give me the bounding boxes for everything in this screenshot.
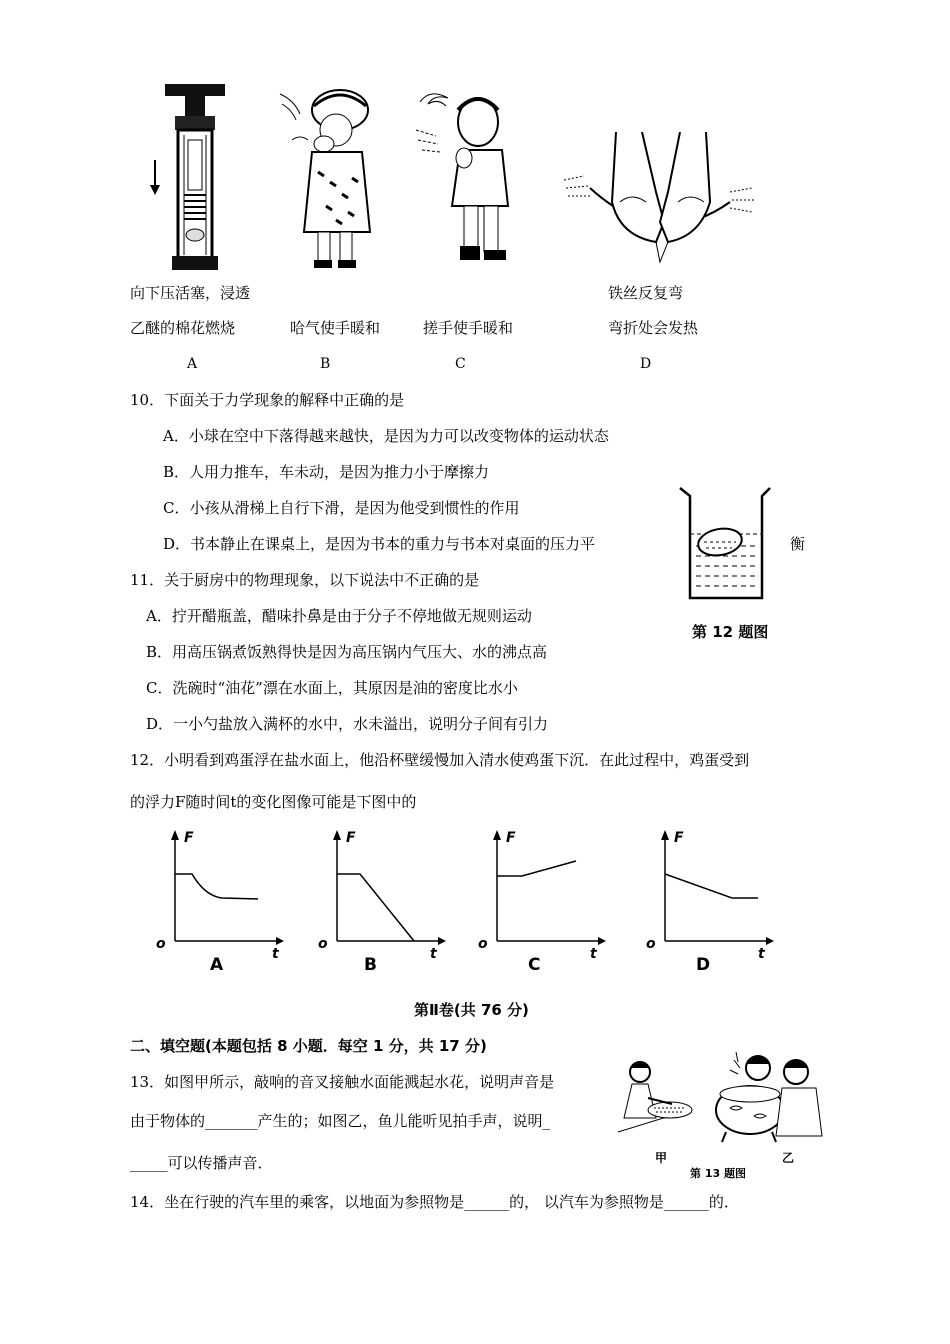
q10-stem: 10．下面关于力学现象的解释中正确的是 [130, 391, 405, 409]
graph-d-origin: o [646, 936, 656, 952]
figure-12-beaker [676, 484, 776, 604]
q13-line2: 由于物体的_______产生的；如图乙，鱼儿能听见拍手声，说明_ [130, 1112, 551, 1130]
graph-d [640, 826, 775, 976]
graph-c-y-label: F [506, 830, 516, 846]
q10-option-d-tail: 衡 [790, 535, 806, 553]
figure-d-caption-line2: 弯折处会发热 [608, 319, 699, 337]
graph-a-y-label: F [184, 830, 194, 846]
graph-b-y-label: F [346, 830, 356, 846]
q10-option-b: B．人用力推车，车未动，是因为推力小于摩擦力 [163, 463, 490, 481]
graph-c-origin: o [478, 936, 488, 952]
graph-a-curve [175, 874, 258, 899]
q11-option-c: C．洗碗时“油花”漂在水面上，其原因是油的密度比水小 [146, 679, 518, 697]
section-2-heading: 二、填空题(本题包括 8 小题．每空 1 分，共 17 分) [130, 1037, 487, 1055]
figure-13-yi-fish-pot [712, 1050, 840, 1146]
q10-option-d: D．书本静止在课桌上，是因为书本的重力与书本对桌面的压力平 [163, 535, 596, 553]
graph-c-x-label: t [590, 946, 597, 962]
figure-b-girl-breathing [278, 82, 378, 272]
figure-a-caption-line2: 乙醚的棉花燃烧 [130, 319, 236, 337]
q13-line1: 13．如图甲所示，敲响的音叉接触水面能溅起水花，说明声音是 [130, 1073, 555, 1091]
q13-line3: _____可以传播声音． [130, 1154, 273, 1172]
graph-c-letter: C [528, 955, 541, 975]
figure-13-label-yi: 乙 [782, 1151, 795, 1165]
q12-stem-line2: 的浮力F随时间t的变化图像可能是下图中的 [130, 793, 417, 811]
figure-d-letter: D [640, 356, 652, 372]
q12-stem-line1: 12．小明看到鸡蛋浮在盐水面上，他沿杯壁缓慢加入清水使鸡蛋下沉．在此过程中，鸡蛋受到 [130, 751, 750, 769]
figure-c-caption: 搓手使手暖和 [423, 319, 514, 337]
graph-d-curve [665, 874, 758, 898]
graph-d-y-label: F [674, 830, 684, 846]
q11-option-b: B．用高压锅煮饭熟得快是因为高压锅内气压大、水的沸点高 [146, 643, 548, 661]
figure-a-caption-line1: 向下压活塞，浸透 [130, 284, 251, 302]
figure-c-boy-rubbing-hands [412, 86, 522, 271]
graph-a-letter: A [210, 955, 224, 975]
figure-13-caption: 第 13 题图 [690, 1167, 746, 1180]
figure-b-letter: B [320, 356, 331, 372]
figure-d-bending-wire [560, 132, 760, 270]
graph-b-letter: B [364, 955, 377, 975]
section-2-title: 第Ⅱ卷(共 76 分) [414, 1001, 529, 1019]
graph-a-origin: o [156, 936, 166, 952]
graph-a-x-label: t [272, 946, 279, 962]
graph-b [312, 826, 447, 976]
graph-d-x-label: t [758, 946, 765, 962]
q10-option-c: C．小孩从滑梯上自行下滑，是因为他受到惯性的作用 [163, 499, 520, 517]
q11-option-d: D．一小勺盐放入满杯的水中，水未溢出，说明分子间有引力 [146, 715, 549, 733]
graph-c [472, 826, 607, 976]
graph-a [150, 826, 285, 976]
graph-b-x-label: t [430, 946, 437, 962]
figure-a-letter: A [187, 356, 198, 372]
figure-13-label-jia: 甲 [655, 1151, 668, 1165]
figure-b-caption: 哈气使手暖和 [290, 319, 381, 337]
graph-b-curve [337, 874, 414, 941]
graph-c-curve [497, 861, 576, 876]
q11-option-a: A．拧开醋瓶盖，醋味扑鼻是由于分子不停地做无规则运动 [146, 607, 532, 625]
graph-d-letter: D [696, 955, 711, 975]
q11-stem: 11．关于厨房中的物理现象，以下说法中不正确的是 [130, 571, 480, 589]
q14-text: 14．坐在行驶的汽车里的乘客，以地面为参照物是______的， 以汽车为参照物是______的． [130, 1193, 739, 1211]
q10-option-a: A．小球在空中下落得越来越快，是因为力可以改变物体的运动状态 [163, 427, 609, 445]
figure-12-caption: 第 12 题图 [692, 623, 769, 641]
figure-d-caption-line1: 铁丝反复弯 [608, 284, 684, 302]
figure-a-piston-cylinder [140, 80, 250, 275]
graph-b-origin: o [318, 936, 328, 952]
figure-13-jia-tuning-fork [614, 1058, 704, 1138]
figure-c-letter: C [455, 356, 466, 372]
